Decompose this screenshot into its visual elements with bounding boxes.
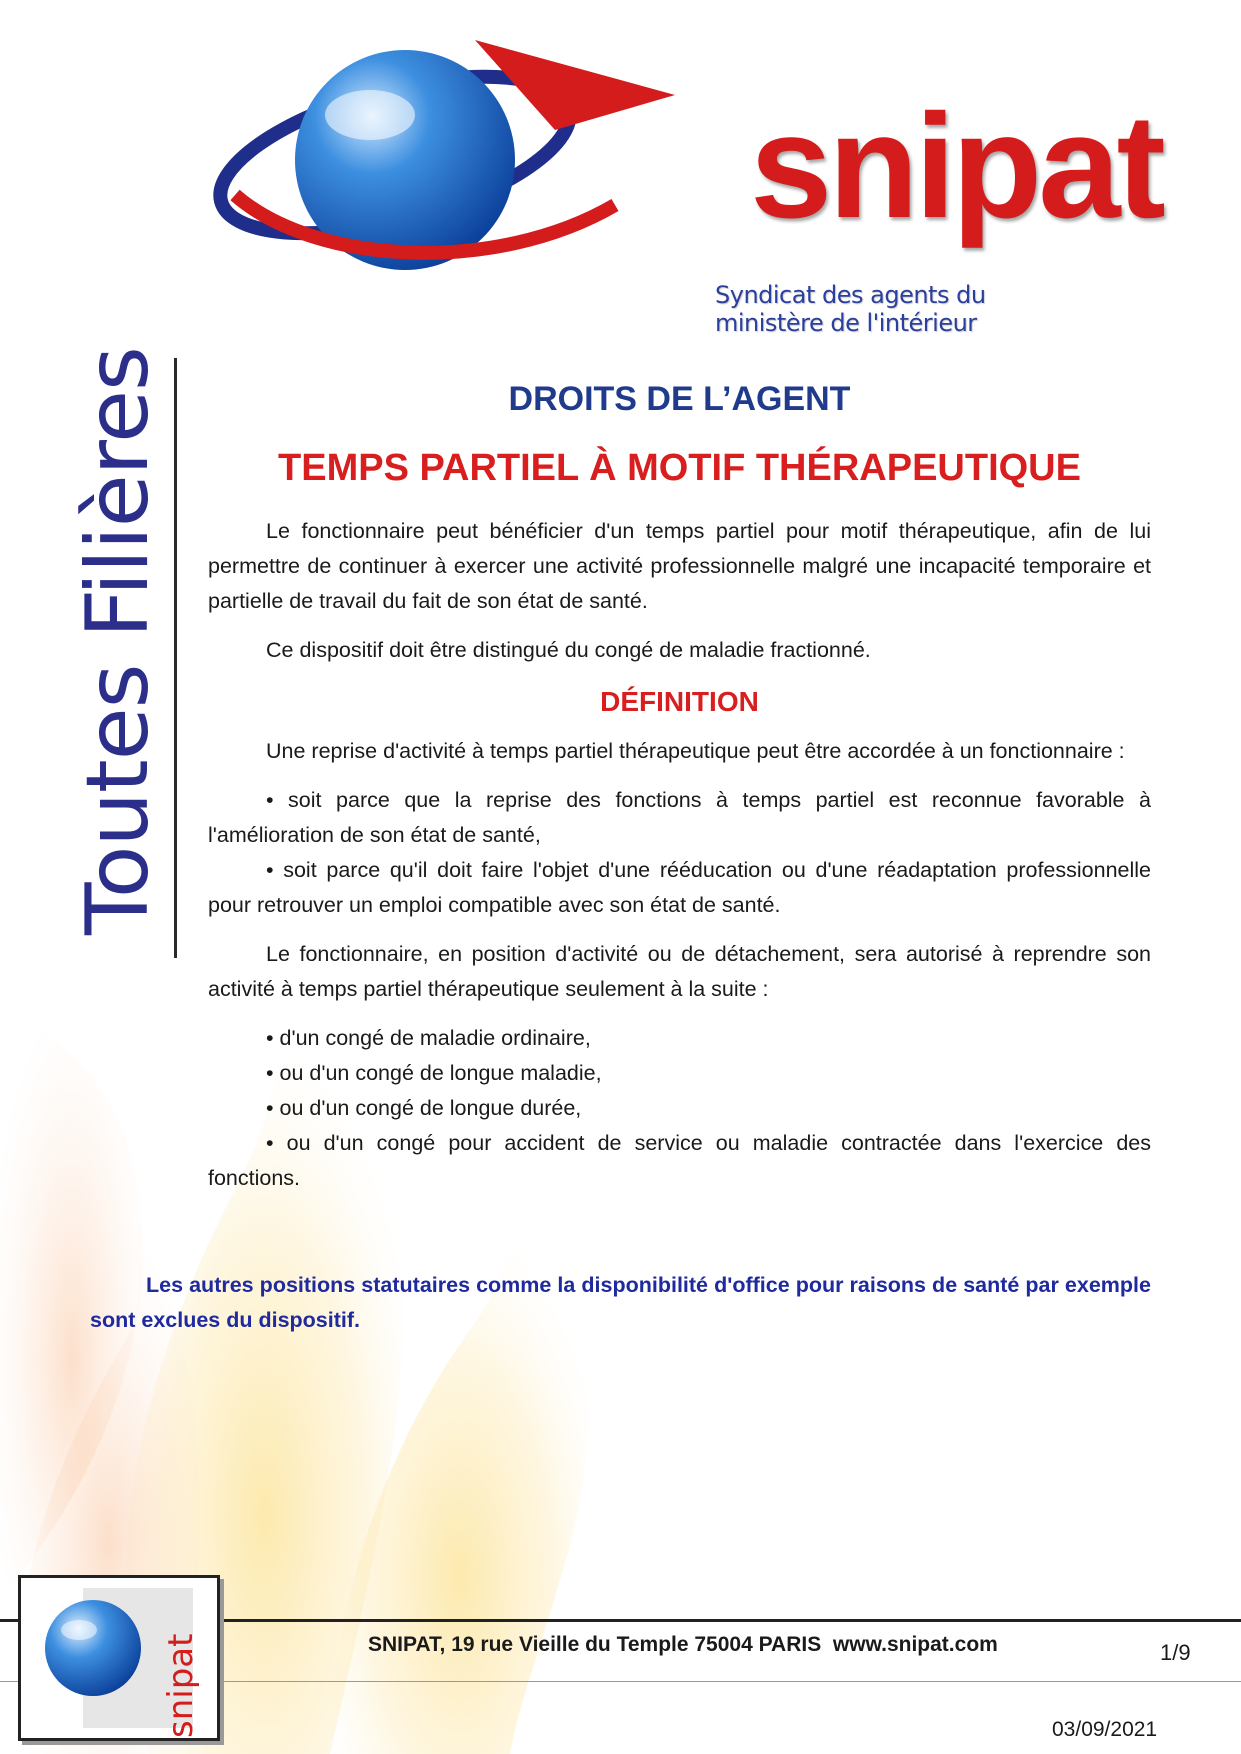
logo-tagline: Syndicat des agents du ministère de l'intérieur <box>715 281 986 337</box>
definition-paragraph: Le fonctionnaire, en position d'activité ou de détachement, sera autorisé à reprendre son activité à temps partiel thérapeutique seulement à la suite : <box>208 942 1151 1001</box>
side-label: Toutes Filières <box>68 347 168 935</box>
list-item: • ou d'un congé pour accident de service ou maladie contractée dans l'exercice des fonctions. <box>208 1131 1151 1190</box>
snipat-logo <box>195 35 1162 337</box>
intro-paragraph: Le fonctionnaire peut bénéficier d'un temps partiel pour motif thérapeutique, afin de lui permettre de continuer à exercer une activité professionnelle malgré une incapacité temporaire et partielle de travail du fait de son état de santé. <box>208 519 1151 613</box>
list-item: • ou d'un congé de longue maladie, <box>266 1061 602 1085</box>
footer-address: SNIPAT, 19 rue Vieille du Temple 75004 PARIS www.snipat.com <box>368 1633 998 1656</box>
side-divider <box>174 358 177 958</box>
exclusion-note: Les autres positions statutaires comme la disponibilité d'office pour raisons de santé par exemple sont exclues du dispositif. <box>90 1273 1151 1332</box>
footer-logo-wordmark: snipat <box>161 1633 201 1738</box>
reasons-list <box>208 783 1151 923</box>
logo-wordmark: snipat <box>750 84 1162 249</box>
section-title: DROITS DE L’AGENT <box>508 380 851 418</box>
list-item: • ou d'un congé de longue durée, <box>266 1096 582 1120</box>
list-item: • soit parce que la reprise des fonctions à temps partiel est reconnue favorable à l'amélioration de son état de santé, <box>208 788 1151 847</box>
list-item: • d'un congé de maladie ordinaire, <box>266 1026 591 1050</box>
document-body <box>208 380 1151 1210</box>
page-number: 1/9 <box>1160 1640 1191 1665</box>
conditions-list <box>208 1021 1151 1196</box>
footer-logo <box>18 1575 220 1741</box>
definition-heading: DÉFINITION <box>600 686 759 717</box>
definition-paragraph: Une reprise d'activité à temps partiel thérapeutique peut être accordée à un fonctionnaire : <box>266 739 1125 763</box>
list-item: • soit parce qu'il doit faire l'objet d'une rééducation ou d'une réadaptation professionnelle pour retrouver un emploi compatible avec son état de santé. <box>208 858 1151 917</box>
page-title: TEMPS PARTIEL À MOTIF THÉRAPEUTIQUE <box>278 447 1081 489</box>
intro-paragraph: Ce dispositif doit être distingué du congé de maladie fractionné. <box>266 638 871 662</box>
document-date: 03/09/2021 <box>1052 1718 1158 1741</box>
